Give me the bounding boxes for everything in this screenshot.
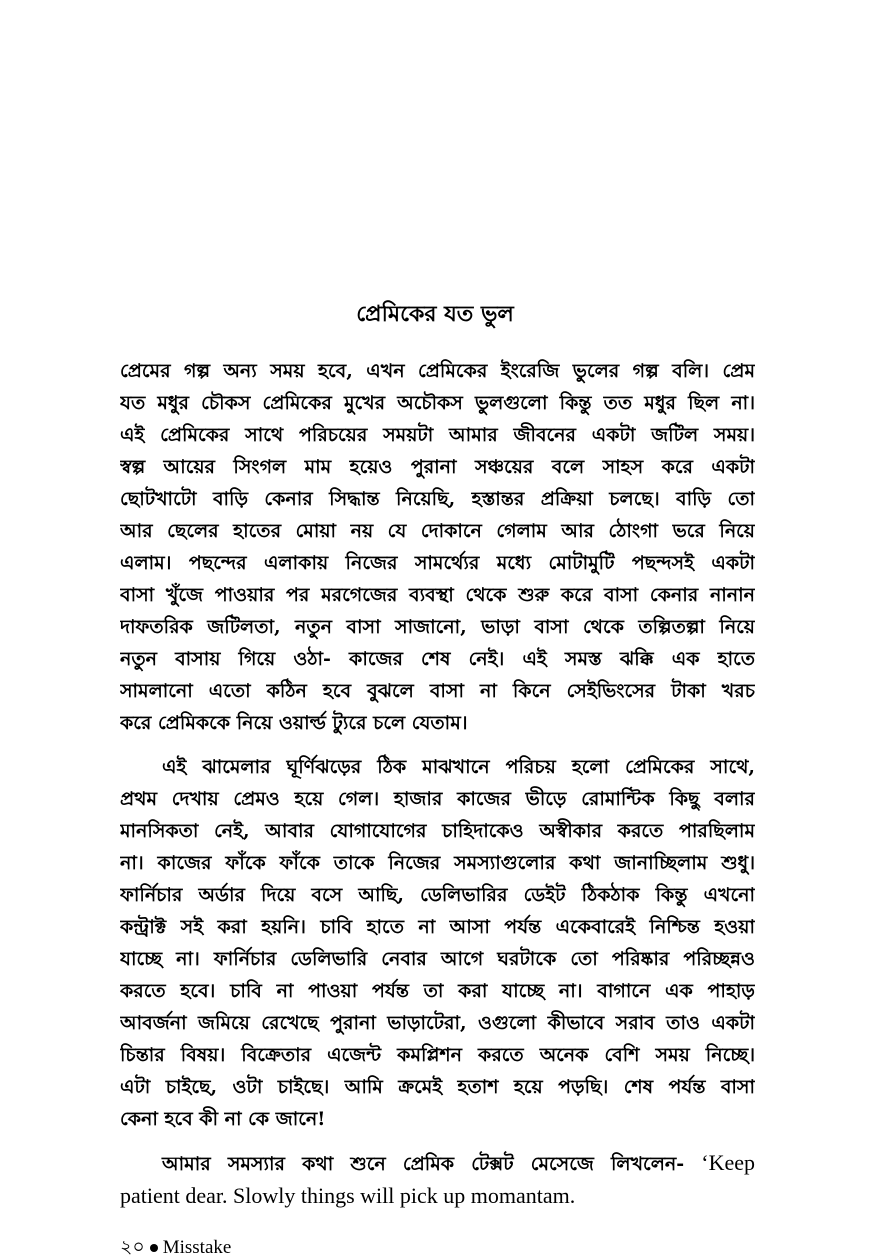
text-line: দাফতরিক জটিলতা, নতুন বাসা সাজানো, ভাড়া বাসা থেকে তল্পিতল্পা নিয়ে bbox=[120, 616, 755, 638]
text-line: সামলানো এতো কঠিন হবে বুঝলে বাসা না কিনে সেইভিংসের টাকা খরচ bbox=[120, 680, 755, 702]
paragraph-1 bbox=[120, 355, 755, 739]
text-line: আর ছেলের হাতের মোয়া নয় যে দোকানে গেলাম আর ঠোংগা ভরে নিয়ে bbox=[120, 520, 755, 542]
paragraph-2 bbox=[120, 751, 755, 1135]
text-line: কেনা হবে কী না কে জানে! bbox=[120, 1108, 326, 1130]
text-line: প্রথম দেখায় প্রেমও হয়ে গেল। হাজার কাজের ভীড়ে রোমান্টিক কিছু বলার bbox=[120, 788, 755, 810]
bullet-icon bbox=[150, 1244, 158, 1252]
text-line: ছোটখাটো বাড়ি কেনার সিদ্ধান্ত নিয়েছি, হস্তান্তর প্রক্রিয়া চলছে। বাড়ি তো bbox=[120, 488, 755, 510]
chapter-title: প্রেমিকের যত ভুল bbox=[356, 301, 514, 327]
text-line: এলাম। পছন্দের এলাকায় নিজের সামর্থ্যের মধ্যে মোটামুটি পছন্দসই একটা bbox=[120, 552, 755, 574]
text-line: বাসা খুঁজে পাওয়ার পর মরগেজের ব্যবস্থা থেকে শুরু করে বাসা কেনার নানান bbox=[120, 584, 755, 606]
text-line: করতে হবে। চাবি না পাওয়া পর্যন্ত তা করা যাচ্ছে না। বাগানে এক পাহাড় bbox=[120, 980, 755, 1002]
text-line: আবর্জনা জমিয়ে রেখেছে পুরানা ভাড়াটেরা, ওগুলো কীভাবে সরাব তাও একটা bbox=[120, 1012, 755, 1034]
text-segment-english: ‘Keep bbox=[701, 1150, 755, 1175]
text-line: এই ঝামেলার ঘূর্ণিঝড়ের ঠিক মাঝখানে পরিচয় হলো প্রেমিকের সাথে, bbox=[162, 756, 755, 778]
text-line-mixed bbox=[120, 1147, 755, 1180]
text-line: কন্ট্রাক্ট সই করা হয়নি। চাবি হাতে না আসা পর্যন্ত একেবারেই নিশ্চিন্ত হওয়া bbox=[120, 916, 755, 938]
text-line: এই প্রেমিকের সাথে পরিচয়ের সময়টা আমার জীবনের একটা জটিল সময়। bbox=[120, 424, 755, 446]
paragraph-3 bbox=[120, 1147, 755, 1212]
text-line: প্রেমের গল্প অন্য সময় হবে, এখন প্রেমিকের ইংরেজি ভুলের গল্প বলি। প্রেম bbox=[120, 360, 755, 382]
body-text bbox=[120, 355, 755, 1212]
text-line-english: patient dear. Slowly things will pick up momantam. bbox=[120, 1183, 576, 1208]
text-line: না। কাজের ফাঁকে ফাঁকে তাকে নিজের সমস্যাগুলোর কথা জানাচ্ছিলাম শুধু। bbox=[120, 852, 755, 874]
page-footer bbox=[120, 1236, 231, 1260]
text-line: চিন্তার বিষয়। বিক্রেতার এজেন্ট কমপ্লিশন করতে অনেক বেশি সময় নিচ্ছে। bbox=[120, 1044, 755, 1066]
page-number: ২০ bbox=[120, 1237, 145, 1258]
text-line: ফার্নিচার অর্ডার দিয়ে বসে আছি, ডেলিভারির ডেইট ঠিকঠাক কিন্তু এখনো bbox=[120, 884, 755, 906]
text-line: করে প্রেমিককে নিয়ে ওয়ার্ল্ড ট্যুরে চলে যেতাম। bbox=[120, 712, 468, 734]
text-line: মানসিকতা নেই, আবার যোগাযোগের চাহিদাকেও অস্বীকার করতে পারছিলাম bbox=[120, 820, 755, 842]
text-line: নতুন বাসায় গিয়ে ওঠা- কাজের শেষ নেই। এই সমস্ত ঝক্কি এক হাতে bbox=[120, 648, 755, 670]
text-line: স্বল্প আয়ের সিংগল মাম হয়েও পুরানা সঞ্চয়ের বলে সাহস করে একটা bbox=[120, 456, 755, 478]
text-line: যত মধুর চৌকস প্রেমিকের মুখের অচৌকস ভুলগুলো কিন্তু তত মধুর ছিল না। bbox=[120, 392, 755, 414]
text-line: যাচ্ছে না। ফার্নিচার ডেলিভারি নেবার আগে ঘরটাকে তো পরিষ্কার পরিচ্ছন্নও bbox=[120, 948, 755, 970]
text-segment-bengali: আমার সমস্যার কথা শুনে প্রেমিক টেক্সট মেসেজে লিখলেন- bbox=[162, 1153, 685, 1175]
book-title: Misstake bbox=[162, 1237, 232, 1258]
text-line: এটা চাইছে, ওটা চাইছে। আমি ক্রমেই হতাশ হয়ে পড়ছি। শেষ পর্যন্ত বাসা bbox=[120, 1076, 755, 1098]
